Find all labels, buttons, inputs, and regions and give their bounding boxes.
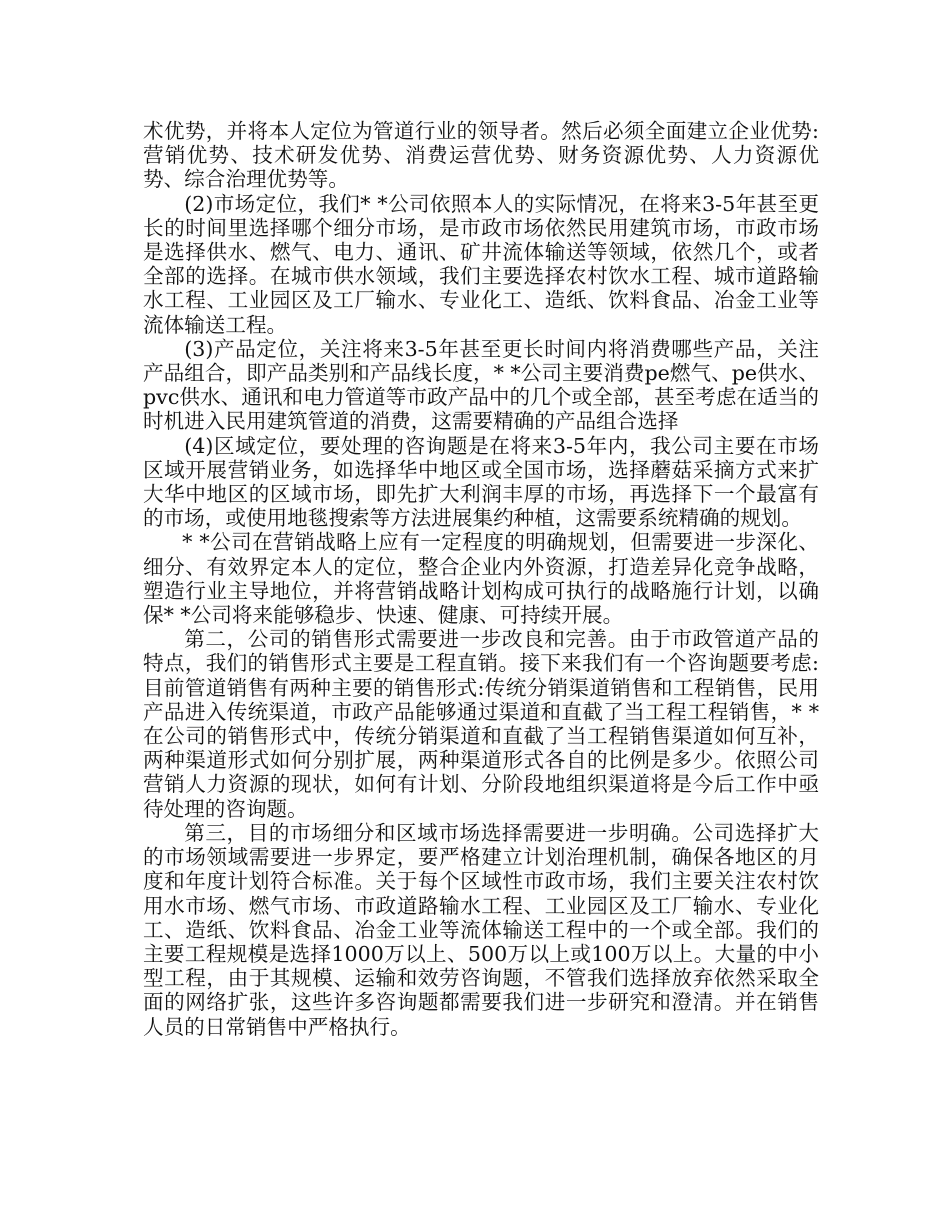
- paragraph-market-segmentation: 第三，目的市场细分和区域市场选择需要进一步明确。公司选择扩大的市场领域需要进一步界定，要严格建立计划治理机制，确保各地区的月度和年度计划符合标准。关于每个区域性市政市场，我们主要关注农村饮用水市场、燃气市场、市政道路输水工程、工业园区及工厂输水、专业化工、造纸、饮料食品、冶金工业等流体输送工程中的一个或全部。我们的主要工程规模是选择1000万以上、500万以上或100万以上。大量的中小型工程，由于其规模、运输和效劳咨询题，不管我们选择放弃依然采取全面的网络扩张，这些许多咨询题都需要我们进一步研究和澄清。并在销售人员的日常销售中严格执行。: [143, 820, 819, 1039]
- paragraph-product-positioning: (3)产品定位，关注将来3-5年甚至更长时间内将消费哪些产品，关注产品组合，即产品类别和产品线长度，* *公司主要消费pe燃气、pe供水、pvc供水、通讯和电力管道等市政产品中的几个或全部，甚至考虑在适当的时机进入民用建筑管道的消费，这需要精确的产品组合选择: [143, 336, 819, 434]
- document-body: [143, 119, 819, 1039]
- paragraph-strategy-summary: * *公司在营销战略上应有一定程度的明确规划，但需要进一步深化、细分、有效界定本人的定位，整合企业内外资源，打造差异化竞争战略，塑造行业主导地位，并将营销战略计划构成可执行的战略施行计划，以确保* *公司将来能够稳步、快速、健康、可持续开展。: [143, 530, 819, 628]
- paragraph-regional-positioning: (4)区域定位，要处理的咨询题是在将来3-5年内，我公司主要在市场区域开展营销业务，如选择华中地区或全国市场，选择蘑菇采摘方式来扩大华中地区的区域市场，即先扩大利润丰厚的市场，再选择下一个最富有的市场，或使用地毯搜索等方法进展集约种植，这需要系统精确的规划。: [143, 433, 819, 531]
- paragraph-market-positioning: (2)市场定位，我们* *公司依照本人的实际情况，在将来3-5年甚至更长的时间里选择哪个细分市场，是市政市场依然民用建筑市场，市政市场是选择供水、燃气、电力、通讯、矿井流体输送等领域，依然几个，或者全部的选择。在城市供水领域，我们主要选择农村饮水工程、城市道路输水工程、工业园区及工厂输水、专业化工、造纸、饮料食品、冶金工业等流体输送工程。: [143, 191, 819, 337]
- paragraph-continued: 术优势，并将本人定位为管道行业的领导者。然后必须全面建立企业优势:营销优势、技术研发优势、消费运营优势、财务资源优势、人力资源优势、综合治理优势等。: [143, 119, 819, 192]
- paragraph-sales-form: 第二，公司的销售形式需要进一步改良和完善。由于市政管道产品的特点，我们的销售形式主要是工程直销。接下来我们有一个咨询题要考虑:目前管道销售有两种主要的销售形式:传统分销渠道销售和工程销售，民用产品进入传统渠道，市政产品能够通过渠道和直截了当工程工程销售，* *在公司的销售形式中，传统分销渠道和直截了当工程销售渠道如何互补，两种渠道形式如何分别扩展，两种渠道形式各自的比例是多少。依照公司营销人力资源的现状，如何有计划、分阶段地组织渠道将是今后工作中亟待处理的咨询题。: [143, 627, 819, 821]
